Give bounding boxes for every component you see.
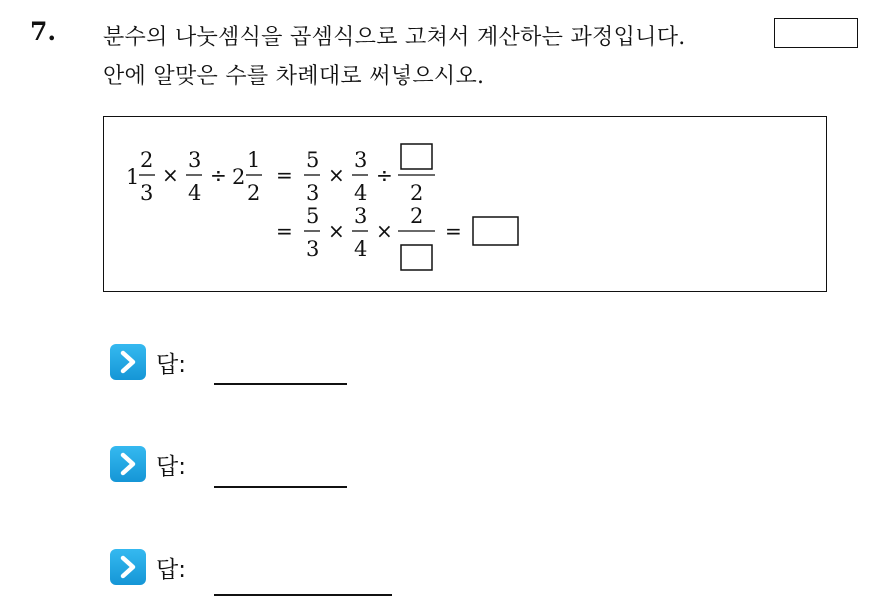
- answer-line-2[interactable]: [214, 486, 347, 488]
- term-g-denominator: 3: [306, 237, 320, 261]
- times-sign: ×: [376, 219, 393, 243]
- term-a-numerator: 2: [140, 148, 154, 172]
- term-i-numerator: 2: [410, 204, 424, 228]
- blank-box-2[interactable]: [401, 245, 432, 270]
- times-sign: ×: [162, 163, 179, 187]
- divide-sign: ÷: [376, 163, 393, 187]
- chevron-right-icon: [110, 446, 146, 482]
- equals-sign: =: [276, 163, 293, 187]
- term-c-whole: 2: [232, 165, 246, 189]
- answer-label: 답:: [156, 352, 186, 378]
- answer-line-3[interactable]: [214, 594, 392, 596]
- term-e-denominator: 4: [354, 181, 368, 205]
- term-b-denominator: 4: [188, 181, 202, 205]
- term-c-numerator: 1: [247, 148, 261, 172]
- blank-box-1[interactable]: [401, 144, 432, 169]
- term-c-denominator: 2: [247, 181, 261, 205]
- equals-sign: =: [276, 219, 293, 243]
- times-sign: ×: [328, 163, 345, 187]
- term-e-numerator: 3: [354, 148, 368, 172]
- question-text-line-2: 안에 알맞은 수를 차례대로 써넣으시오.: [103, 64, 485, 89]
- term-a-whole: 1: [126, 165, 140, 189]
- term-g-numerator: 5: [306, 204, 320, 228]
- divide-sign: ÷: [210, 163, 227, 187]
- question-number: 7.: [30, 17, 57, 46]
- times-sign: ×: [328, 219, 345, 243]
- term-h-numerator: 3: [354, 204, 368, 228]
- answer-label: 답:: [156, 557, 186, 583]
- term-d-denominator: 3: [306, 181, 320, 205]
- term-f-denominator: 2: [410, 181, 424, 205]
- equals-sign: =: [445, 219, 462, 243]
- chevron-right-icon: [110, 549, 146, 585]
- term-a-denominator: 3: [140, 181, 154, 205]
- chevron-right-icon: [110, 344, 146, 380]
- term-d-numerator: 5: [306, 148, 320, 172]
- question-text-line-1: 분수의 나눗셈식을 곱셈식으로 고쳐서 계산하는 과정입니다.: [103, 25, 686, 50]
- equation-figure: [104, 117, 828, 293]
- inline-answer-box-marker: [774, 18, 858, 48]
- equation-frame: [103, 116, 827, 292]
- answer-line-1[interactable]: [214, 383, 347, 385]
- answer-label: 답:: [156, 454, 186, 480]
- term-h-denominator: 4: [354, 237, 368, 261]
- blank-box-3[interactable]: [473, 217, 518, 245]
- term-b-numerator: 3: [188, 148, 202, 172]
